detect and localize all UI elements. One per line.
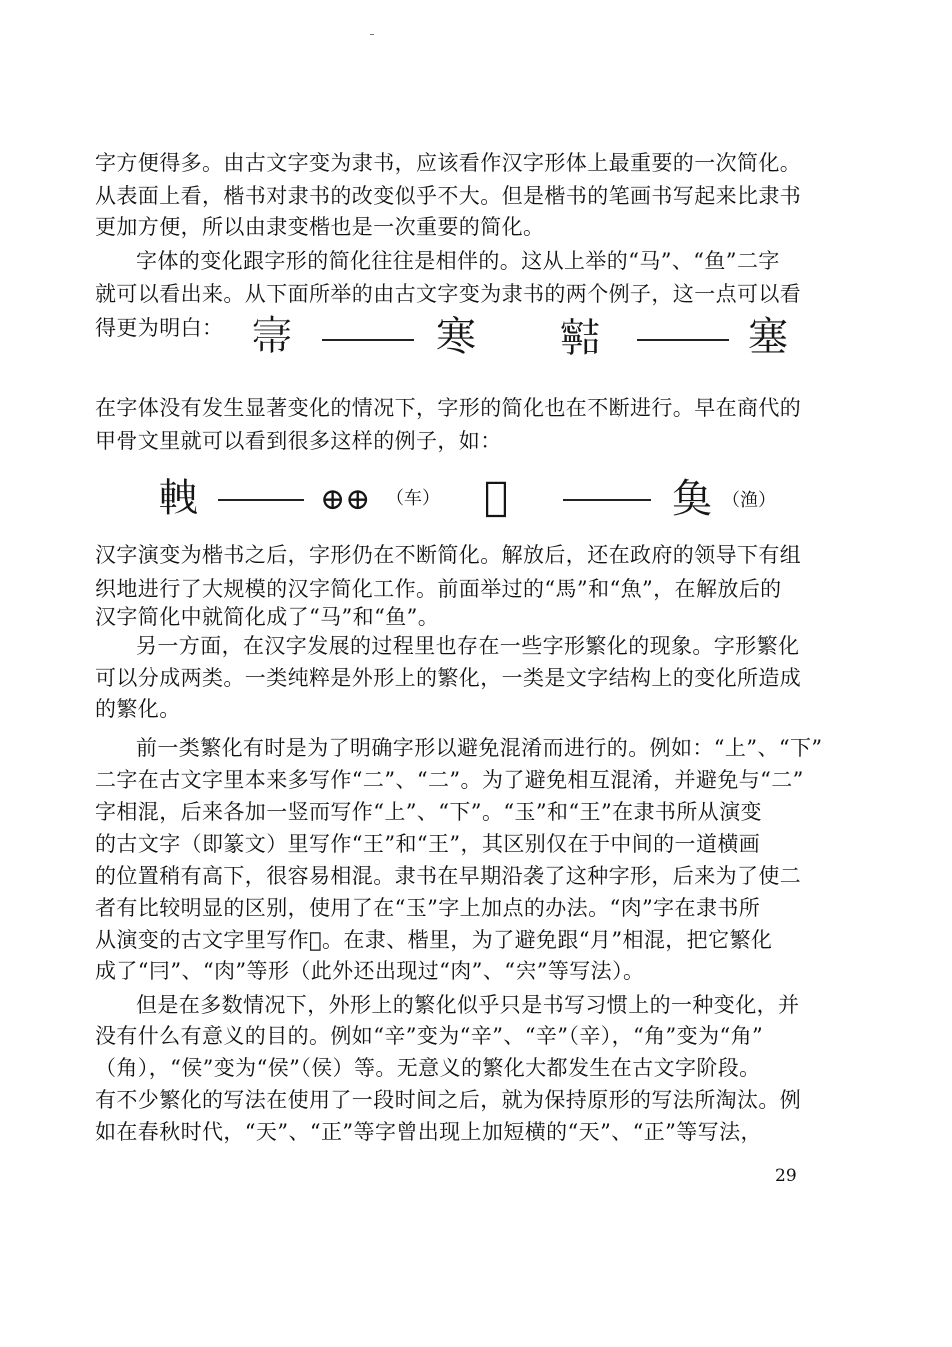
text-line: 从演变的古文字里写作𠕎。在隶、楷里，为了避免跟“月”相混，把它繁化	[95, 928, 773, 952]
dash-line	[637, 339, 729, 341]
gloss-yu: （渔）	[722, 490, 776, 511]
oracle-glyph-che-full: 𨋯	[158, 476, 198, 522]
gloss-che: （车）	[386, 488, 440, 509]
dash-line	[563, 499, 651, 501]
text-line: 的位置稍有高下，很容易相混。隶书在早期沿袭了这种字形，后来为了使二	[95, 864, 802, 888]
text-line: 汉字演变为楷书之后，字形仍在不断简化。解放后，还在政府的领导下有组	[95, 543, 802, 567]
text-line: 没有什么有意义的目的。例如“辛”变为“辛”、“辛”（辛），“角”变为“角”	[95, 1024, 764, 1048]
seal-glyph-sai: 𡫸	[560, 316, 600, 362]
text-line: 者有比较明显的区别，使用了在“玉”字上加点的办法。“肉”字在隶书所	[95, 896, 761, 920]
text-line: 从表面上看，楷书对隶书的改变似乎不大。但是楷书的笔画书写起来比隶书	[95, 184, 802, 208]
text-line: 字相混，后来各加一竖而写作“上”、“下”。“玉”和“王”在隶书所从演变	[95, 800, 762, 824]
oracle-glyph-yu-simple: 𩵋	[672, 476, 712, 522]
text-line: 在字体没有发生显著变化的情况下，字形的简化也在不断进行。早在商代的	[95, 396, 802, 420]
text-line: 字方便得多。由古文字变为隶书，应该看作汉字形体上最重要的一次简化。	[95, 151, 802, 175]
text-line: 就可以看出来。从下面所举的由古文字变为隶书的两个例子，这一点可以看	[95, 282, 802, 306]
text-line: 汉字简化中就简化成了“马”和“鱼”。	[95, 605, 440, 629]
clerical-glyph-han: 寒	[436, 314, 476, 360]
text-line: 前一类繁化有时是为了明确字形以避免混淆而进行的。例如：“上”、“下”	[136, 736, 823, 760]
text-line: 更加方便，所以由隶变楷也是一次重要的简化。	[95, 215, 545, 239]
text-line: 成了“冃”、“肉”等形（此外还出现过“肉”、“宍”等写法）。	[95, 959, 645, 983]
text-line: 可以分成两类。一类纯粹是外形上的繁化，一类是文字结构上的变化所造成	[95, 666, 802, 690]
oracle-glyph-che-simple: ⊕⊕	[320, 482, 371, 517]
dash-line	[322, 339, 414, 341]
text-line: 甲骨文里就可以看到很多这样的例子，如：	[95, 429, 502, 453]
text-line: 的古文字（即篆文）里写作“王”和“王”，其区别仅在于中间的一道横画	[95, 832, 761, 856]
text-line: 织地进行了大规模的汉字简化工作。前面举过的“馬”和“魚”，在解放后的	[95, 577, 782, 601]
seal-glyph-han: 𡨦	[252, 314, 292, 360]
text-line: 的繁化。	[95, 697, 181, 721]
dash-line	[218, 499, 304, 501]
text-line: 有不少繁化的写法在使用了一段时间之后，就为保持原形的写法所淘汰。例	[95, 1088, 802, 1112]
text-line: 得更为明白：	[95, 316, 224, 340]
figure-oracle-bone	[0, 468, 952, 538]
page-number: 29	[775, 1166, 797, 1186]
figure-seal-to-clerical	[0, 304, 952, 374]
text-line: 另一方面，在汉字发展的过程里也存在一些字形繁化的现象。字形繁化	[136, 634, 800, 658]
text-line: 如在春秋时代，“天”、“正”等字曾出现上加短横的“天”、“正”等写法，	[95, 1120, 762, 1144]
text-line: 二字在古文字里本来多写作“二”、“二”。为了避免相互混淆，并避免与“二”	[95, 768, 804, 792]
scan-mark	[370, 34, 374, 35]
oracle-glyph-yu-full: 𤄩	[484, 474, 509, 520]
text-line: （角），“侯”变为“侯”（侯）等。无意义的繁化大都发生在古文字阶段。	[95, 1056, 761, 1080]
clerical-glyph-sai: 塞	[748, 314, 788, 360]
text-line: 字体的变化跟字形的简化往往是相伴的。这从上举的“马”、“鱼”二字	[136, 249, 780, 273]
text-line: 但是在多数情况下，外形上的繁化似乎只是书写习惯上的一种变化，并	[136, 993, 800, 1017]
